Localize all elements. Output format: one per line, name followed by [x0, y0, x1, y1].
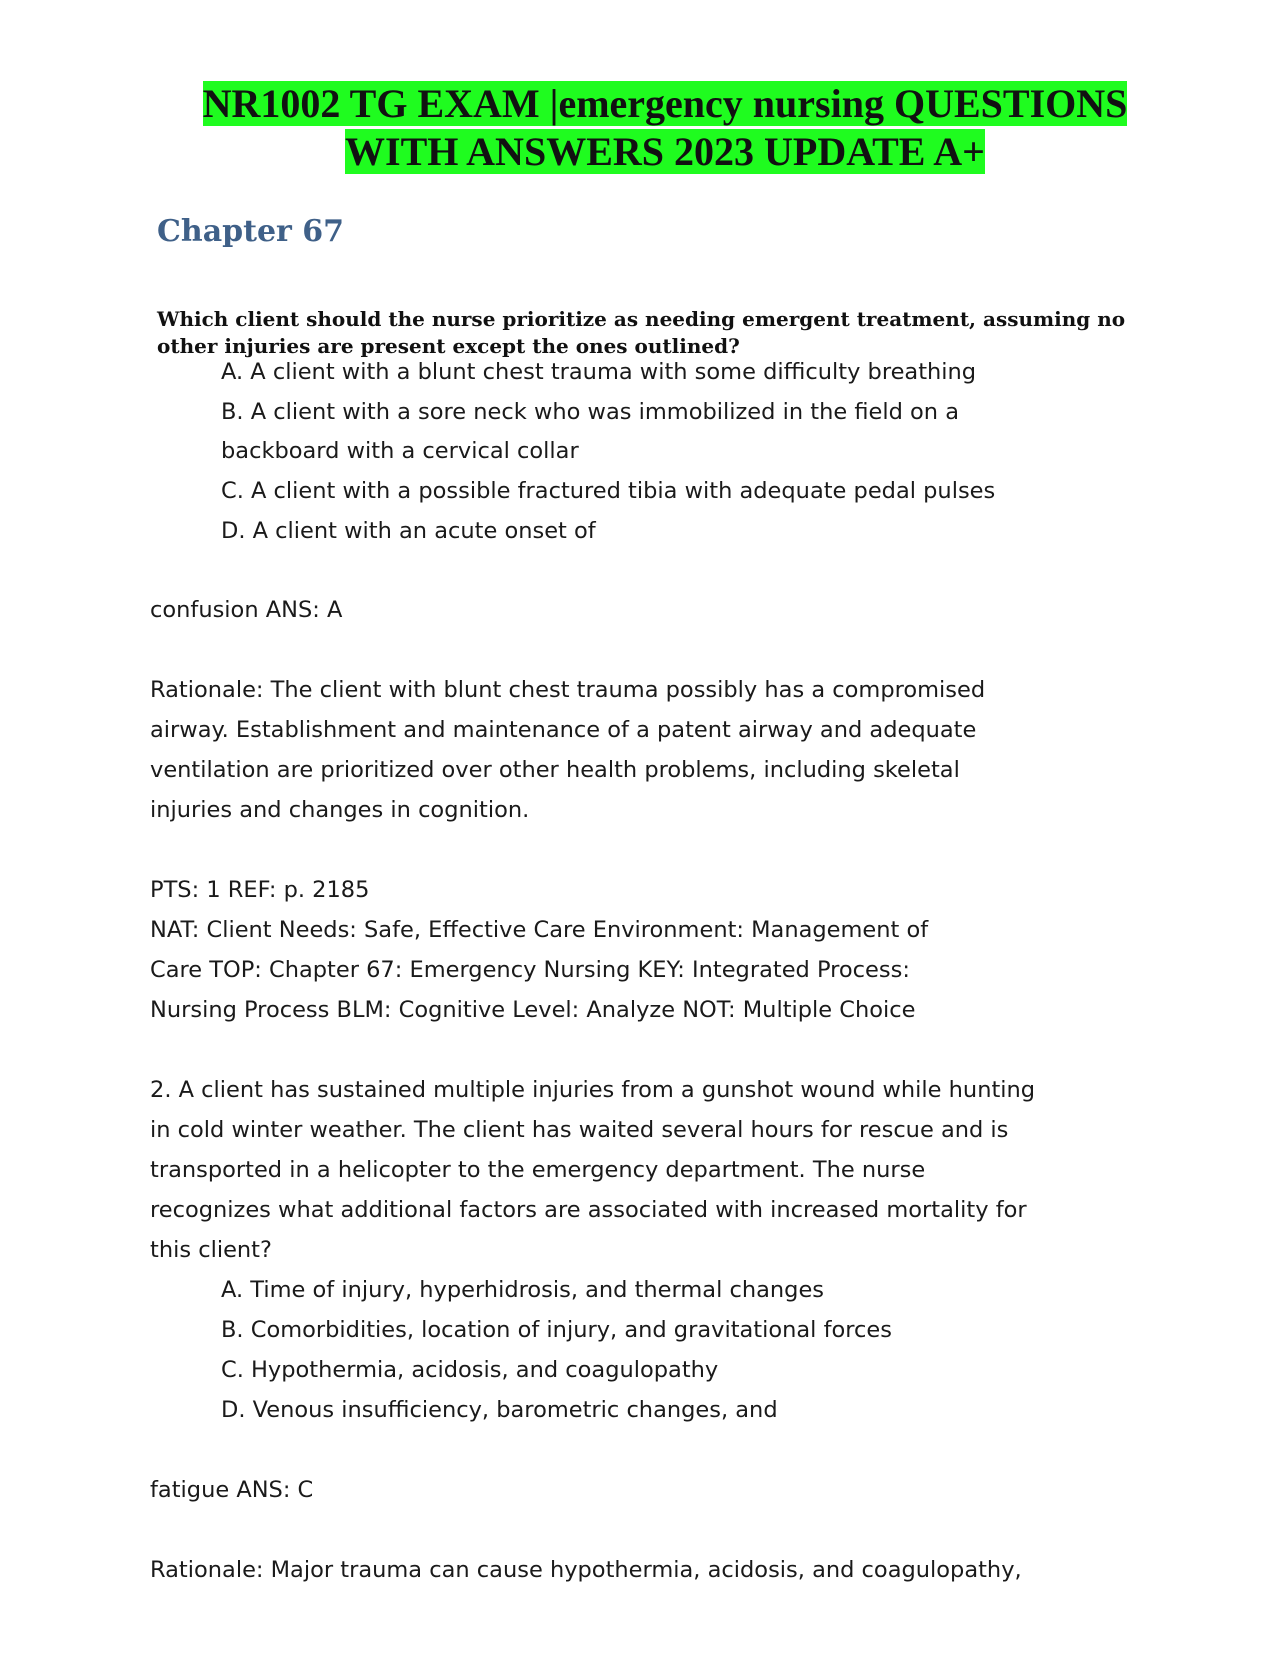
option-d: D. Venous insufficiency, barometric changes, and: [221, 1397, 778, 1423]
title-line-2: WITH ANSWERS 2023 UPDATE A+: [345, 129, 985, 174]
rationale-line: ventilation are prioritized over other health problems, including skeletal: [150, 757, 960, 783]
chapter-heading: Chapter 67: [157, 214, 345, 249]
rationale-line: Rationale: The client with blunt chest trauma possibly has a compromised: [150, 677, 986, 703]
title-line-1: NR1002 TG EXAM |emergency nursing QUESTIONS: [202, 81, 1128, 126]
metadata-line: PTS: 1 REF: p. 2185: [150, 877, 370, 903]
question-2-stem: [150, 1070, 1035, 1270]
question-1-stem-line: other injuries are present except the ones outlined?: [157, 334, 740, 358]
option-b-continued: backboard with a cervical collar: [221, 438, 579, 464]
option-d: D. A client with an acute onset of: [221, 518, 596, 544]
rationale-line: airway. Establishment and maintenance of a patent airway and adequate: [150, 717, 977, 743]
question-2-line: in cold winter weather. The client has waited several hours for rescue and is: [150, 1117, 1009, 1143]
question-2-line: 2. A client has sustained multiple injuries from a gunshot wound while hunting: [150, 1077, 1036, 1103]
question-2-answer: fatigue ANS: C: [150, 1477, 314, 1503]
question-1-stem-line: Which client should the nurse prioritize as needing emergent treatment, assuming no: [157, 307, 1126, 331]
rationale-line: injuries and changes in cognition.: [150, 797, 530, 823]
metadata-line: NAT: Client Needs: Safe, Effective Care Environment: Management of: [150, 917, 929, 943]
option-c: C. A client with a possible fractured tibia with adequate pedal pulses: [221, 478, 996, 504]
question-2-line: this client?: [150, 1237, 272, 1263]
question-2-rationale: Rationale: Major trauma can cause hypothermia, acidosis, and coagulopathy,: [150, 1557, 1022, 1583]
question-1-metadata: [150, 870, 928, 1030]
option-b: B. A client with a sore neck who was immobilized in the field on a: [221, 399, 959, 425]
document-title: [150, 80, 1180, 176]
question-1-rationale: [150, 670, 985, 830]
question-2-line: recognizes what additional factors are associated with increased mortality for: [150, 1197, 1027, 1223]
metadata-line: Nursing Process BLM: Cognitive Level: Analyze NOT: Multiple Choice: [150, 997, 916, 1023]
option-a: A. A client with a blunt chest trauma with some difficulty breathing: [221, 359, 977, 385]
option-c: C. Hypothermia, acidosis, and coagulopathy: [221, 1357, 719, 1383]
option-a: A. Time of injury, hyperhidrosis, and thermal changes: [221, 1277, 825, 1303]
question-2-line: transported in a helicopter to the emergency department. The nurse: [150, 1157, 926, 1183]
option-b: B. Comorbidities, location of injury, and gravitational forces: [221, 1317, 892, 1343]
question-1-answer: confusion ANS: A: [150, 597, 343, 623]
metadata-line: Care TOP: Chapter 67: Emergency Nursing KEY: Integrated Process:: [150, 957, 910, 983]
